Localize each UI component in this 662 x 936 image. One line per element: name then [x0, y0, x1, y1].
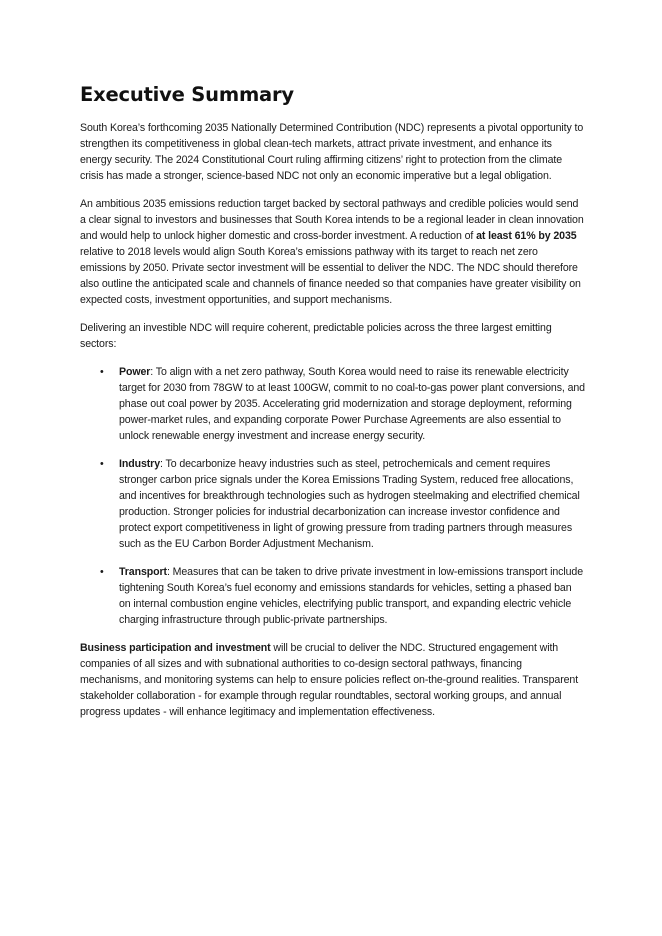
highlight-text: Business participation and investment [80, 642, 271, 654]
intro-paragraph: South Korea’s forthcoming 2035 Nationally Determined Contribution (NDC) represents a pivotal opportunity to strengthen its competitiveness in global clean-tech markets, attract private investment, and enhance its energy security. The 2024 Constitutional Court ruling affirming citizens’ right to protection from the climate crisis has made a stronger, science-based NDC not only an economic imperative but a legal obligation. [80, 122, 584, 182]
list-item-transport [80, 564, 585, 628]
text-segment: relative to 2018 levels would align South Korea’s emissions pathway with its target to reach net zero emissions by 2050. Private sector investment will be essential to deliver the NDC. The NDC should therefore also outline the anticipated scale and channels of finance needed so that companies have greater visibility on expected costs, investment opportunities, and support mechanisms. [80, 246, 581, 306]
text-segment: will be crucial to deliver the NDC. Structured engagement with companies of all sizes and with subnational authorities to co-design sectoral pathways, financing mechanisms, and monitoring systems can help to ensure policies reflect on-the-ground realities. Transparent stakeholder collaboration - for example through regular roundtables, sectoral working groups, and annual progress updates - will enhance legitimacy and implementation effectiveness. [80, 642, 579, 718]
list-item-label: Transport [119, 566, 167, 578]
business-paragraph [80, 640, 585, 720]
target-paragraph [80, 196, 585, 308]
sectors-intro-paragraph: Delivering an investible NDC will require coherent, predictable policies across the three largest emitting sectors: [80, 322, 552, 350]
list-item-label: Power [119, 366, 151, 378]
list-item-text: : To decarbonize heavy industries such as steel, petrochemicals and cement requires stronger carbon price signals under the Korea Emissions Trading System, reduced free allocations, and incentives for breakthrough technologies such as hydrogen steelmaking and electrified chemical production. Stronger policies for industrial decarbonization can increase investor confidence and protect export competitiveness in light of growing pressure from trading partners through measures such as the EU Carbon Border Adjustment Mechanism. [119, 458, 580, 550]
document-page [80, 83, 585, 732]
list-item-text: : Measures that can be taken to drive private investment in low-emissions transport include tightening South Korea’s fuel economy and emissions standards for vehicles, setting a phased ban on internal combustion engine vehicles, electrifying public transport, and expanding electric vehicle charging infrastructure through public-private partnerships. [119, 566, 584, 626]
text-segment: An ambitious 2035 emissions reduction target backed by sectoral pathways and credible policies would send a clear signal to investors and businesses that South Korea intends to be a regional leader in clean innovation and would help to unlock higher domestic and cross-border investment. A reduction of [80, 198, 584, 242]
bullet-icon: • [100, 566, 104, 578]
bullet-icon: • [100, 366, 104, 378]
list-item-industry [80, 456, 585, 552]
list-item-power [80, 364, 585, 444]
page-title: Executive Summary [80, 83, 294, 106]
sector-list [80, 364, 585, 628]
list-item-label: Industry [119, 458, 160, 470]
list-item-text: : To align with a net zero pathway, South Korea would need to raise its renewable electricity target for 2030 from 78GW to at least 100GW, commit to no coal-to-gas power plant conversions, and phase out coal power by 2035. Accelerating grid modernization and storage deployment, reforming power-market rules, and expanding corporate Power Purchase Agreements are also essential to unlock renewable energy investment and increase energy security. [119, 366, 585, 442]
highlight-text: at least 61% by 2035 [476, 230, 577, 242]
bullet-icon: • [100, 458, 104, 470]
